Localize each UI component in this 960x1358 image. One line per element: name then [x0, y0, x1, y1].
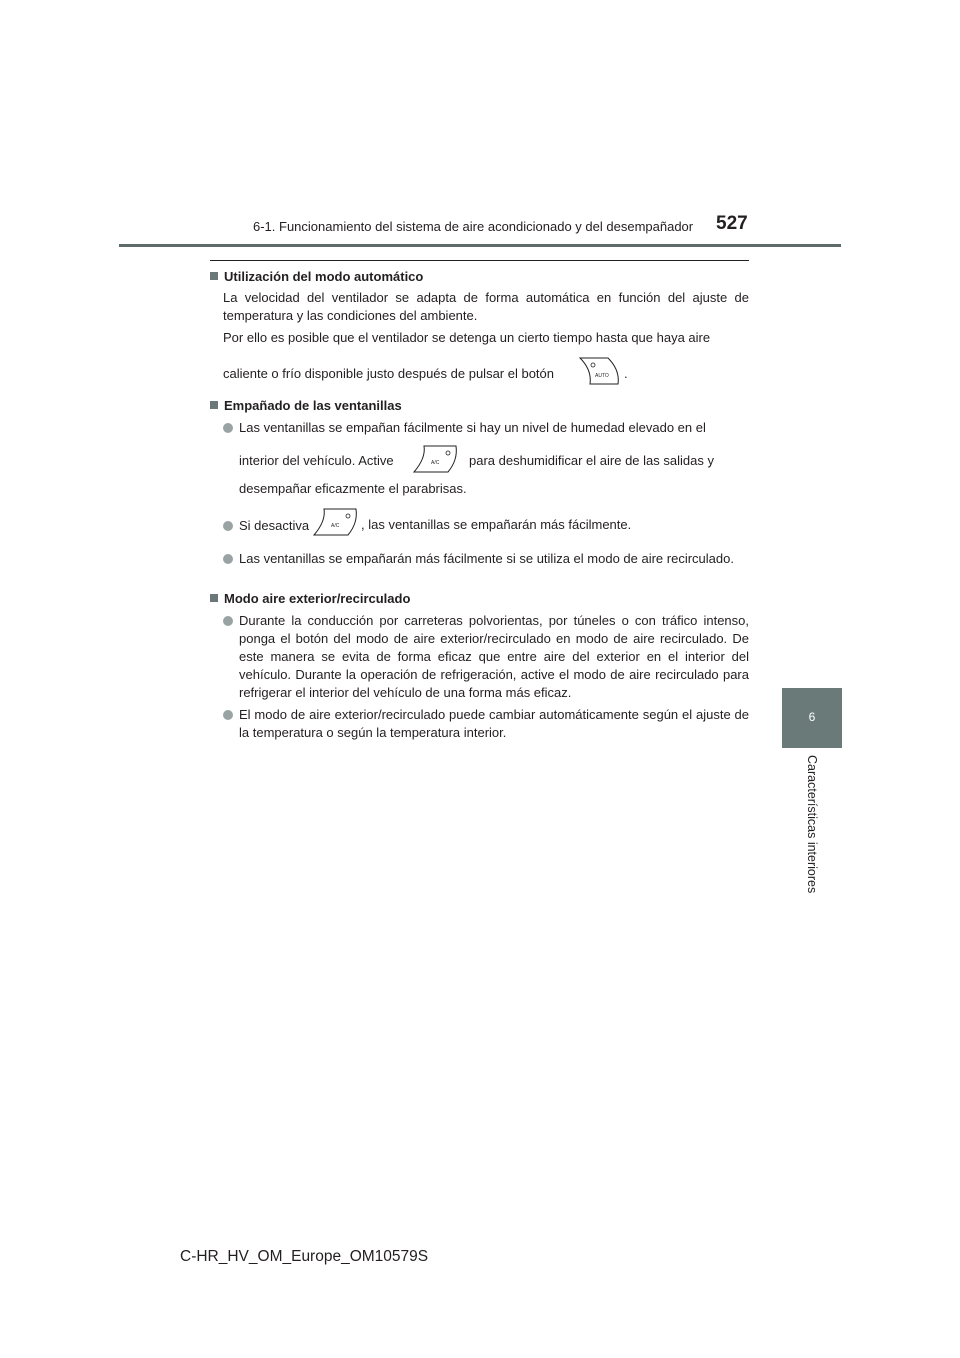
fogging-bullet-1-line-1: Las ventanillas se empañan fácilmente si hay un nivel de humedad elevado en el	[239, 420, 706, 435]
auto-mode-paragraph-1: La velocidad del ventilador se adapta de forma automática en función del ajuste de temperatura y las condiciones del ambiente.	[223, 290, 749, 323]
chapter-label-container	[803, 755, 821, 900]
section-heading-text: Empañado de las ventanillas	[224, 398, 402, 413]
ac-button-label: A/C	[331, 523, 340, 529]
section-heading-text: Utilización del modo automático	[224, 269, 424, 284]
auto-mode-period: .	[624, 366, 628, 381]
page-number: 527	[716, 213, 748, 234]
ac-button-label: A/C	[431, 460, 440, 466]
circle-bullet-icon	[223, 521, 233, 531]
auto-mode-paragraph-2-line-2	[223, 366, 554, 381]
circle-bullet-icon	[223, 616, 233, 626]
fogging-bullet-2-text-b: , las ventanillas se empañarán más fácilmente.	[361, 517, 632, 532]
auto-button-label: AUTO	[595, 373, 609, 379]
section-heading-auto-mode	[210, 269, 423, 284]
header-rule	[119, 244, 841, 247]
chapter-label: Características interiores	[805, 755, 819, 894]
auto-mode-line-2-text: caliente o frío disponible justo después de pulsar el botón	[223, 366, 554, 381]
recirc-bullet-1	[223, 612, 749, 702]
square-bullet-icon	[210, 272, 218, 280]
ac-button-icon	[412, 444, 460, 474]
square-bullet-icon	[210, 594, 218, 602]
footer-doc-id: C-HR_HV_OM_Europe_OM10579S	[180, 1248, 429, 1265]
section-heading-recirc-mode	[210, 591, 410, 606]
circle-bullet-icon	[223, 554, 233, 564]
header-section-title: 6-1. Funcionamiento del sistema de aire acondicionado y del desempañador	[253, 219, 694, 234]
auto-mode-paragraph-2-line-1: Por ello es posible que el ventilador se detenga un cierto tiempo hasta que haya aire	[223, 330, 711, 345]
fogging-bullet-1-line-3: desempañar eficazmente el parabrisas.	[239, 481, 467, 496]
ac-button-icon	[312, 507, 360, 537]
chapter-tab	[782, 688, 842, 748]
fogging-bullet-3-text: Las ventanillas se empañarán más fácilmente si se utiliza el modo de aire recirculado.	[239, 551, 734, 566]
fogging-bullet-1	[223, 419, 749, 437]
chapter-number: 6	[808, 710, 816, 724]
recirc-bullet-2	[223, 706, 749, 742]
auto-button-icon	[578, 356, 622, 386]
fogging-bullet-3	[223, 550, 749, 568]
section-heading-fogging	[210, 398, 402, 413]
fogging-bullet-1-line-2b: para deshumidificar el aire de las salidas y	[469, 453, 714, 468]
recirc-bullet-1-text: Durante la conducción por carreteras polvorientas, por túneles o con tráfico intenso, ponga el botón del modo de aire exterior/recirculado en modo de aire recirculado. De este manera se evita de forma eficaz que entre aire del exterior en el interior del vehículo. Durante la operación de refrigeración, active el modo de aire recirculado para refrigerar el interior del vehículo de una forma más eficaz.	[239, 613, 749, 700]
square-bullet-icon	[210, 401, 218, 409]
recirc-bullet-2-text: El modo de aire exterior/recirculado puede cambiar automáticamente según el ajuste de la temperatura o según la temperatura interior.	[239, 707, 749, 740]
circle-bullet-icon	[223, 423, 233, 433]
content-top-rule	[210, 260, 749, 261]
fogging-bullet-2-text-a: Si desactiva	[239, 518, 310, 533]
fogging-bullet-1-line-2a: interior del vehículo. Active	[239, 453, 394, 468]
circle-bullet-icon	[223, 710, 233, 720]
section-heading-text: Modo aire exterior/recirculado	[224, 591, 411, 606]
